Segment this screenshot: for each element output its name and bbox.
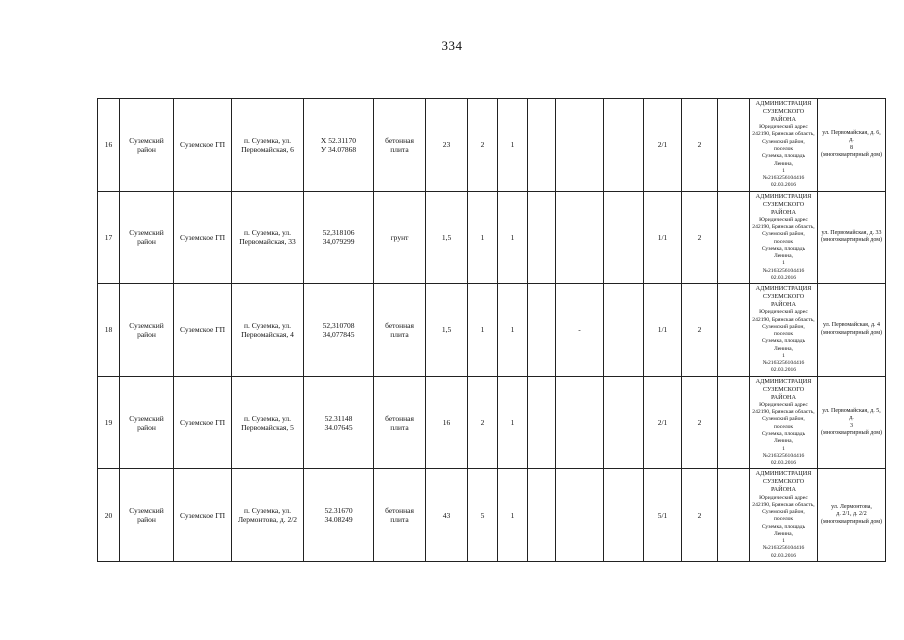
owner-line: АДМИНИСТРАЦИЯ СУЗЕМСКОГО РАЙОНА [755, 100, 812, 124]
owner-line: 242190, Брянская область, [752, 224, 815, 231]
owner-line: 02.03.2016 [770, 552, 797, 559]
owner-line: 1 [782, 352, 785, 359]
owner-line: 02.03.2016 [770, 367, 797, 374]
owner-line: Юридический адрес [759, 124, 808, 131]
owner-line: Суземский район, поселок [762, 138, 805, 152]
owner-cell [750, 376, 818, 469]
settlement-cell: Суземское ГП [174, 469, 232, 562]
row-number: 18 [98, 284, 120, 377]
count-cell-2: 1 [498, 99, 528, 192]
count-cell-1: 1 [468, 284, 498, 377]
row-number: 19 [98, 376, 120, 469]
owner-line: Суземский район, поселок [762, 323, 805, 338]
area-cell: 16 [426, 376, 468, 469]
owner-line: №2163256104416 [762, 175, 805, 182]
blank-cell-1 [528, 191, 556, 284]
count-cell-1: 2 [468, 99, 498, 192]
owner-cell [750, 469, 818, 562]
blank-cell-2 [556, 99, 604, 192]
count-cell-1: 5 [468, 469, 498, 562]
registry-table [97, 98, 886, 562]
owner-line: 242190, Брянская область, [752, 131, 815, 138]
count-cell-3: 2 [682, 191, 718, 284]
source-cell [818, 99, 886, 192]
coords-line: X 52.31170 [320, 135, 357, 145]
settlement-cell: Суземское ГП [174, 376, 232, 469]
owner-cell [750, 191, 818, 284]
settlement-cell: Суземское ГП [174, 99, 232, 192]
count-cell-3: 2 [682, 469, 718, 562]
owner-line: Юридический адрес [759, 401, 808, 408]
count-cell-3: 2 [682, 376, 718, 469]
source-line: ул. Первомайская, д. 4 [823, 322, 880, 329]
table-row [98, 469, 886, 562]
count-cell-2: 1 [498, 376, 528, 469]
blank-cell-3 [604, 284, 644, 377]
owner-line: Суземка, площадь Ленина, [761, 430, 806, 445]
owner-line: Суземский район, поселок [762, 416, 805, 430]
district-cell: Суземский район [120, 99, 174, 192]
table-row [98, 376, 886, 469]
blank-cell-3 [604, 469, 644, 562]
owner-line: 242190, Брянская область, [752, 409, 815, 416]
address-cell: п. Суземка, ул. Первомайская, 6 [232, 99, 304, 192]
coords-line: 52.31148 [324, 413, 353, 423]
source-line: (многоквартирный дом) [820, 518, 883, 525]
owner-line: 02.03.2016 [770, 182, 797, 189]
owner-line: Суземка, площадь Ленина, [761, 338, 806, 352]
coords-line: 52,318106 34,079299 [322, 228, 355, 247]
owner-line: Юридический адрес [759, 494, 808, 501]
owner-line: АДМИНИСТРАЦИЯ СУЗЕМСКОГО РАЙОНА [755, 470, 812, 494]
count-cell-2: 1 [498, 191, 528, 284]
blank-cell-2 [556, 469, 604, 562]
blank-cell-2 [556, 376, 604, 469]
owner-line: №2163256104416 [762, 360, 805, 367]
district-cell: Суземский район [120, 469, 174, 562]
coords-line: У 34.07868 [320, 144, 357, 154]
coords-line: 52.31670 [324, 506, 353, 516]
owner-line: Суземка, площадь Ленина, [761, 153, 806, 167]
address-cell: п. Суземка, ул. Лермонтова, д. 2/2 [232, 469, 304, 562]
source-cell [818, 376, 886, 469]
table-row [98, 191, 886, 284]
district-cell: Суземский район [120, 376, 174, 469]
count-cell-2: 1 [498, 469, 528, 562]
owner-line: 1 [782, 445, 785, 452]
owner-line: АДМИНИСТРАЦИЯ СУЗЕМСКОГО РАЙОНА [755, 285, 812, 309]
count-cell-1: 1 [468, 191, 498, 284]
coordinates-cell [304, 191, 374, 284]
settlement-cell: Суземское ГП [174, 284, 232, 377]
surface-cell: грунт [374, 191, 426, 284]
owner-line: №2163256104416 [762, 545, 805, 552]
table-row [98, 99, 886, 192]
page-number: 334 [441, 38, 463, 53]
owner-line: Суземка, площадь Ленина, [761, 523, 806, 537]
owner-line: 1 [782, 260, 785, 267]
owner-line: №2163256104416 [762, 267, 805, 274]
coords-line: 52,310708 34,077845 [322, 320, 355, 339]
blank-cell-3 [604, 376, 644, 469]
coordinates-cell [304, 376, 374, 469]
source-line: ул. Первомайская, д. 33 [821, 229, 882, 236]
source-cell [818, 469, 886, 562]
blank-cell-3 [604, 191, 644, 284]
surface-cell: бетонная плита [374, 376, 426, 469]
owner-line: АДМИНИСТРАЦИЯ СУЗЕМСКОГО РАЙОНА [755, 377, 812, 401]
source-line: д. 2/1, д. 2/2 [836, 511, 867, 518]
owner-line: 242190, Брянская область, [752, 316, 815, 323]
area-cell: 43 [426, 469, 468, 562]
owner-line: Юридический адрес [759, 309, 808, 316]
owner-line: Суземский район, поселок [762, 509, 805, 523]
coords-line: 34.07645 [324, 422, 353, 432]
coordinates-cell [304, 469, 374, 562]
owner-cell [750, 284, 818, 377]
owner-line: 1 [782, 538, 785, 545]
row-number: 20 [98, 469, 120, 562]
owner-line: Суземка, площадь Ленина, [761, 245, 806, 260]
blank-cell-1 [528, 99, 556, 192]
source-line: ул. Первомайская, д. 6, д. [822, 129, 881, 144]
blank-cell-4 [718, 99, 750, 192]
blank-cell-4 [718, 284, 750, 377]
owner-line: №2163256104416 [762, 452, 805, 459]
ratio-cell: 2/1 [644, 99, 682, 192]
address-cell: п. Суземка, ул. Первомайская, 4 [232, 284, 304, 377]
district-cell: Суземский район [120, 284, 174, 377]
blank-cell-1 [528, 469, 556, 562]
ratio-cell: 1/1 [644, 191, 682, 284]
source-line: (многоквартирный дом) [820, 329, 883, 336]
blank-cell-1 [528, 284, 556, 377]
address-cell: п. Суземка, ул. Первомайская, 5 [232, 376, 304, 469]
count-cell-3: 2 [682, 284, 718, 377]
owner-line: Юридический адрес [759, 216, 808, 223]
ratio-cell: 1/1 [644, 284, 682, 377]
owner-line: Суземский район, поселок [762, 231, 805, 245]
owner-line: 242190, Брянская область, [752, 501, 815, 508]
count-cell-1: 2 [468, 376, 498, 469]
source-cell [818, 191, 886, 284]
blank-cell-1 [528, 376, 556, 469]
settlement-cell: Суземское ГП [174, 191, 232, 284]
surface-cell: бетонная плита [374, 99, 426, 192]
coordinates-cell [304, 99, 374, 192]
owner-cell [750, 99, 818, 192]
row-number: 16 [98, 99, 120, 192]
district-cell: Суземский район [120, 191, 174, 284]
surface-cell: бетонная плита [374, 284, 426, 377]
surface-cell: бетонная плита [374, 469, 426, 562]
count-cell-3: 2 [682, 99, 718, 192]
blank-cell-2: - [556, 284, 604, 377]
source-line: (многоквартирный дом) [820, 152, 883, 159]
ratio-cell: 5/1 [644, 469, 682, 562]
source-cell [818, 284, 886, 377]
source-line: ул. Лермонтова, [831, 503, 872, 510]
count-cell-2: 1 [498, 284, 528, 377]
area-cell: 23 [426, 99, 468, 192]
source-line: (многоквартирный дом) [820, 237, 883, 244]
owner-line: 1 [782, 167, 785, 174]
source-line: 8 [850, 144, 853, 151]
area-cell: 1,5 [426, 284, 468, 377]
row-number: 17 [98, 191, 120, 284]
owner-line: АДМИНИСТРАЦИЯ СУЗЕМСКОГО РАЙОНА [755, 192, 812, 216]
ratio-cell: 2/1 [644, 376, 682, 469]
blank-cell-4 [718, 376, 750, 469]
table-row [98, 284, 886, 377]
source-line: (многоквартирный дом) [820, 430, 883, 437]
coords-line: 34.08249 [324, 515, 353, 525]
source-line: ул. Первомайская, д. 5, д. [822, 407, 881, 422]
area-cell: 1,5 [426, 191, 468, 284]
owner-line: 02.03.2016 [770, 460, 797, 467]
coordinates-cell [304, 284, 374, 377]
source-line: 3 [850, 422, 853, 429]
address-cell: п. Суземка, ул. Первомайская, 33 [232, 191, 304, 284]
blank-cell-2 [556, 191, 604, 284]
blank-cell-4 [718, 469, 750, 562]
blank-cell-4 [718, 191, 750, 284]
blank-cell-3 [604, 99, 644, 192]
table-body [98, 99, 886, 562]
owner-line: 02.03.2016 [770, 274, 797, 281]
